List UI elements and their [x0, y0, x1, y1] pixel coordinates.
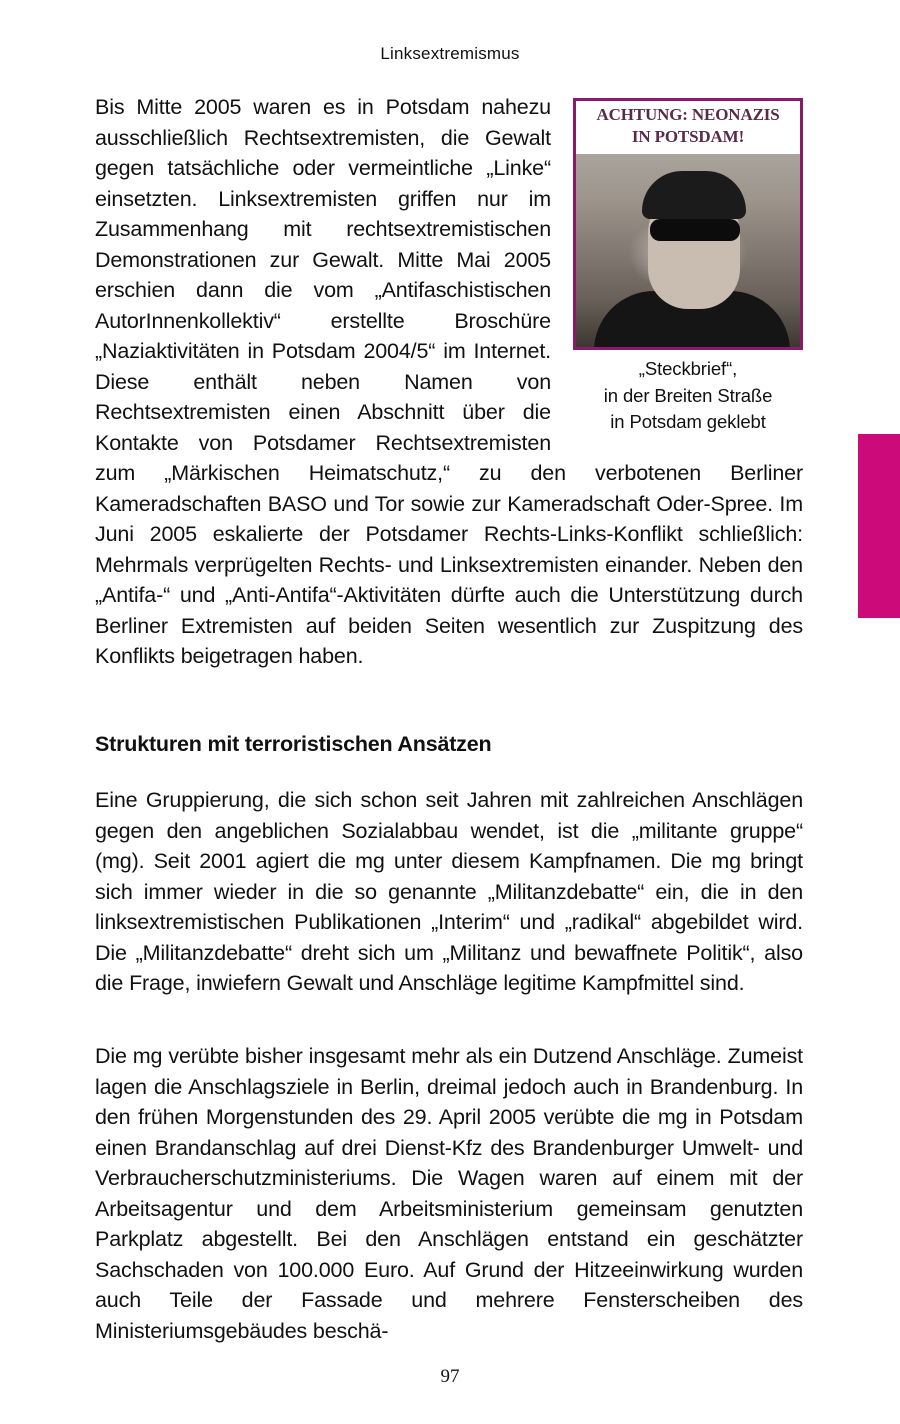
poster-line-2: IN POTSDAM!	[631, 127, 745, 146]
figure-caption	[573, 356, 803, 436]
poster-banner	[576, 101, 800, 154]
chapter-tab-marker	[858, 434, 900, 618]
figure-photo	[573, 98, 803, 350]
caption-line-3: in Potsdam geklebt	[610, 411, 766, 432]
caption-line-2: in der Breiten Straße	[603, 384, 773, 406]
poster-line-1: ACHTUNG: NEONAZIS	[596, 105, 780, 124]
section1-block	[95, 92, 803, 672]
section1-paragraph: Bis Mitte 2005 waren es in Potsdam nahezu ausschließlich Rechtsextremisten, die Gewalt gegen tatsächliche oder vermeintliche „Linke“ einsetzten. Linksextremisten griffen nur im Zusammenhang mit rechtsextremistischen Demonstrationen zur Gewalt. Mitte Mai 2005 erschien dann die vom „Antifaschistischen AutorInnenkollektiv“ erstellte Broschüre „Naziaktivitäten in Potsdam 2004/5“ im Internet. Diese enthält neben Namen von Rechtsextremisten einen Abschnitt über die Kontakte von Potsdamer Rechtsextremisten zum „Märkischen Heimatschutz,“ zu den verbotenen Berliner Kameradschaften BASO und Tor sowie zur Kameradschaft Oder-Spree. Im Juni 2005 eskalierte der Potsdamer Rechts-Links-Konflikt schließlich: Mehrmals verprügelten Rechts- und Linksextremisten einander. Neben den „Antifa-“ und „Anti-Antifa“-Aktivitäten dürfte auch die Unterstützung durch Berliner Extremisten auf beiden Seiten wesentlich zur Zuspitzung des Konflikts beigetragen haben.	[95, 95, 803, 668]
photo-person-cap	[642, 171, 746, 219]
page-number: 97	[440, 1366, 460, 1387]
section2-paragraph-1: Eine Gruppierung, die sich schon seit Jahren mit zahlreichen Anschlägen gegen den angeblichen Sozialabbau wendet, ist die „militante gruppe“ (mg). Seit 2001 agiert die mg unter diesem Kampfnamen. Die mg bringt sich immer wieder in die so genannte „Militanzdebatte“ ein, die in den linksextremistischen Publikationen „Interim“ und „radikal“ abgebildet wird. Die „Militanzdebatte“ dreht sich um „Militanz und bewaffnete Politik“, also die Frage, inwiefern Gewalt und Anschläge legitime Kampfmittel sind.	[95, 788, 803, 995]
figure	[573, 98, 803, 436]
section2-paragraph-2: Die mg verübte bisher insgesamt mehr als ein Dutzend Anschläge. Zumeist lagen die Anschlagsziele in Berlin, dreimal jedoch auch in Brandenburg. In den frühen Morgenstunden des 29. April 2005 verübte die mg in Potsdam einen Brandanschlag auf drei Dienst-Kfz des Brandenburger Umwelt- und Verbraucherschutzministeriums. Die Wagen waren auf einem mit der Arbeitsagentur und dem Arbeitsministerium gemeinsam genutzten Parkplatz abgestellt. Bei den Anschlägen entstand ein geschätzter Sachschaden von 100.000 Euro. Auf Grund der Hitzeeinwirkung wurden auch Teile der Fassade und mehrere Fensterscheiben des Ministeriumsgebäudes beschä-	[95, 1044, 803, 1343]
running-title: Linksextremismus	[380, 44, 520, 63]
section2-paragraph-1-block	[95, 785, 803, 999]
caption-line-1: „Steckbrief“,	[638, 358, 738, 379]
photo-person-sunglasses	[650, 219, 740, 241]
section-heading: Strukturen mit terroristischen Ansätzen	[95, 732, 492, 756]
section2-paragraph-2-block	[95, 1041, 803, 1346]
